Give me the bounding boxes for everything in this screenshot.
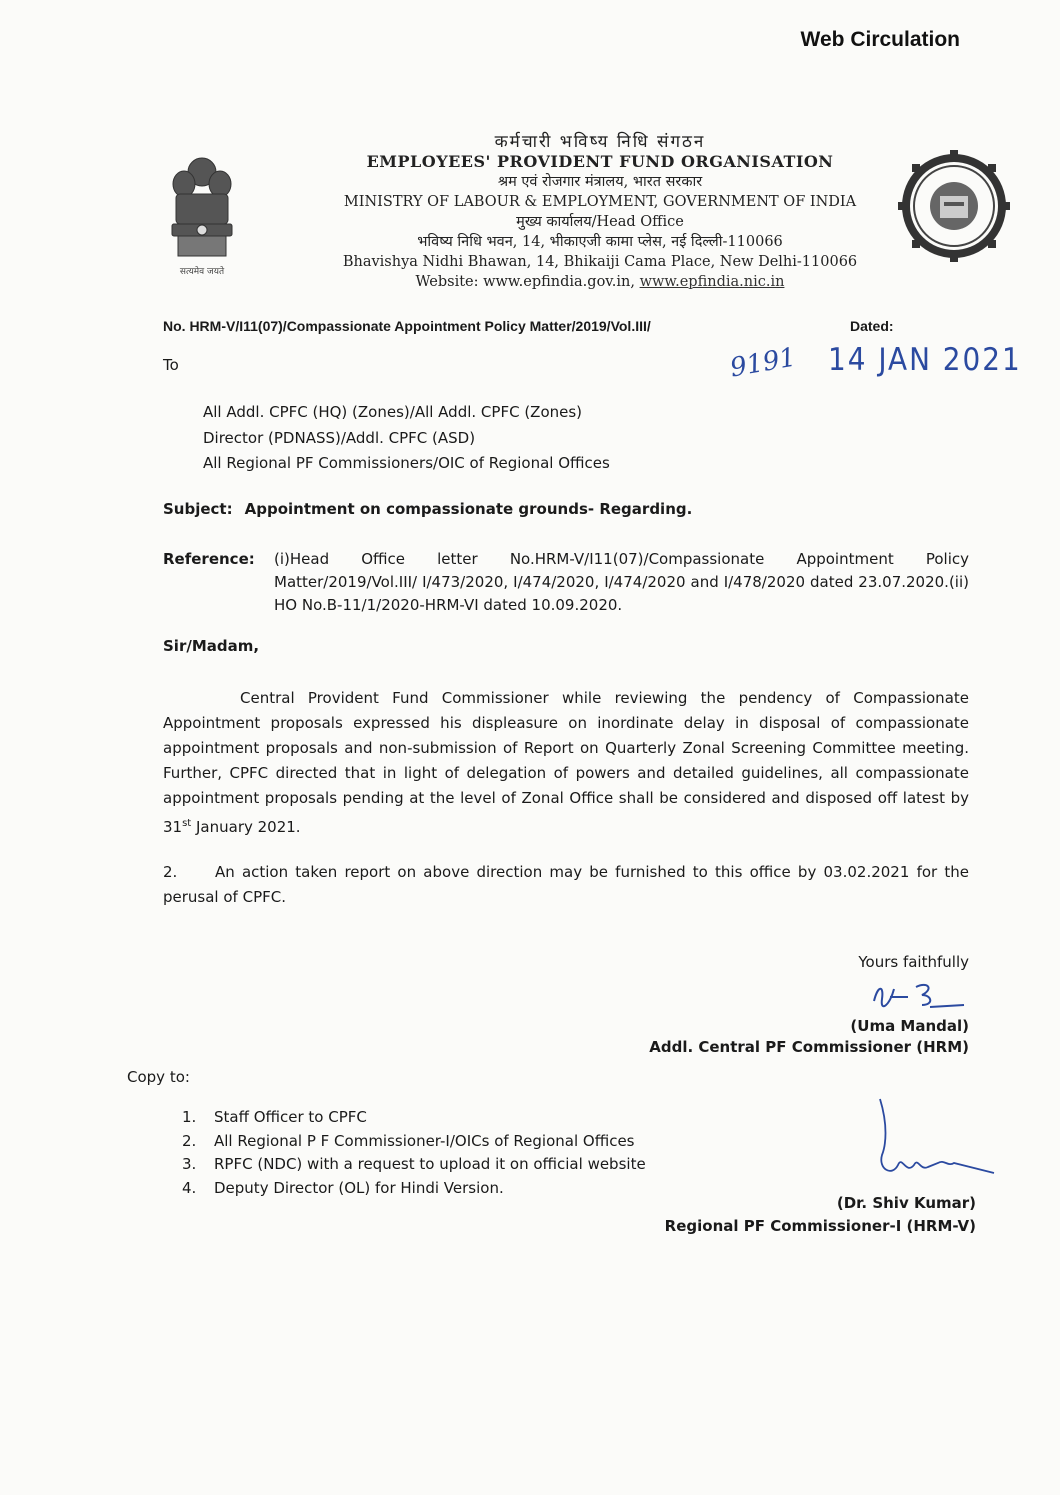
letter-number: No. HRM-V/I11(07)/Compassionate Appointment Policy Matter/2019/Vol.III/ xyxy=(163,318,651,334)
reference-block xyxy=(163,548,969,617)
subject-line xyxy=(163,500,692,518)
signature-1-icon xyxy=(868,975,968,1015)
reference-label: Reference: xyxy=(163,550,255,568)
closing: Yours faithfully xyxy=(858,953,969,971)
paragraph-2-text: An action taken report on above direction may be furnished to this office by 03.02.2021 for the perusal of CPFC. xyxy=(163,863,969,906)
paragraph-2 xyxy=(163,860,969,910)
list-number: 2. xyxy=(182,1131,197,1150)
addressee: All Addl. CPFC (HQ) (Zones)/All Addl. CPFC (Zones) xyxy=(203,403,583,421)
list-number: 1. xyxy=(182,1108,197,1126)
svg-text:सत्यमेव जयते: सत्यमेव जयते xyxy=(179,267,225,277)
subject-text: Appointment on compassionate grounds- Regarding. xyxy=(244,500,693,518)
ordinal-suffix: st xyxy=(182,818,192,829)
ministry-hindi: श्रम एवं रोजगार मंत्रालय, भारत सरकार xyxy=(497,174,703,190)
paragraph-1-end: January 2021. xyxy=(191,818,301,836)
address-english: Bhavishya Nidhi Bhawan, 14, Bhikaiji Cama Place, New Delhi-110066 xyxy=(342,254,858,270)
website-line xyxy=(300,272,900,292)
signatory-1-designation: Addl. Central PF Commissioner (HRM) xyxy=(649,1038,969,1056)
national-emblem-icon xyxy=(162,150,242,280)
list-item xyxy=(182,1177,646,1201)
list-item xyxy=(182,1153,646,1177)
copy-to-label: Copy to: xyxy=(127,1068,190,1086)
addressee: Director (PDNASS)/Addl. CPFC (ASD) xyxy=(203,428,476,447)
addressee: All Regional PF Commissioners/OIC of Regional Offices xyxy=(203,454,610,472)
paragraph-1-text: Central Provident Fund Commissioner while reviewing the pendency of Compassionate Appointment proposals expressed his displeasure on inordinate delay in disposal of compassionate appointment proposals and non-submission of Report on Quarterly Zonal Screening Committee meeting. Further, CPFC directed that in light of delegation of powers and detailed guidelines, all compassionate appointment proposals pending at the level of Zonal Office shall be considered and disposed off latest by 31 xyxy=(163,689,969,836)
to-label: To xyxy=(163,356,179,374)
dated-label: Dated: xyxy=(850,318,894,334)
list-text: RPFC (NDC) with a request to upload it on official website xyxy=(214,1155,646,1173)
website-label: Website: www.epfindia.gov.in, xyxy=(415,274,640,290)
addressee-list xyxy=(203,400,610,477)
ministry-english: MINISTRY OF LABOUR & EMPLOYMENT, GOVERNMENT OF INDIA xyxy=(343,194,857,210)
paragraph-1 xyxy=(163,686,969,840)
list-text: All Regional P F Commissioner-I/OICs of Regional Offices xyxy=(214,1131,635,1150)
epfo-logo-icon xyxy=(898,150,1010,262)
paragraph-2-number: 2. xyxy=(163,863,178,881)
signatory-2-name: (Dr. Shiv Kumar) xyxy=(836,1194,976,1212)
org-name-english: EMPLOYEES' PROVIDENT FUND ORGANISATION xyxy=(366,152,834,171)
signatory-1-name: (Uma Mandal) xyxy=(850,1017,969,1035)
list-text: Deputy Director (OL) for Hindi Version. xyxy=(214,1178,504,1197)
list-number: 4. xyxy=(182,1178,197,1197)
office-name: मुख्य कार्यालय/Head Office xyxy=(516,214,684,230)
website-link[interactable]: www.epfindia.nic.in xyxy=(639,274,785,290)
list-text: Staff Officer to CPFC xyxy=(214,1108,367,1126)
letterhead xyxy=(300,132,900,292)
date-stamp: 14 JAN 2021 xyxy=(828,342,1022,378)
list-number: 3. xyxy=(182,1155,197,1173)
handwritten-number: 9191 xyxy=(727,342,799,384)
list-item xyxy=(182,1106,646,1130)
web-circulation-label: Web Circulation xyxy=(800,28,960,51)
address-hindi: भविष्य निधि भवन, 14, भीकाएजी कामा प्लेस, नई दिल्ली-110066 xyxy=(417,234,783,250)
subject-label: Subject: xyxy=(163,500,233,518)
signatory-2-designation: Regional PF Commissioner-I (HRM-V) xyxy=(664,1217,976,1235)
salutation: Sir/Madam, xyxy=(163,637,260,655)
signature-2-icon xyxy=(858,1095,998,1195)
list-item xyxy=(182,1130,646,1154)
reference-text: (i)Head Office letter No.HRM-V/I11(07)/Compassionate Appointment Policy Matter/2019/Vol.III/ I/473/2020, I/474/2020, I/474/2020 and I/478/2020 dated 23.07.2020.(ii) HO No.B-11/1/2020-HRM-VI dated 10.09.2020. xyxy=(274,550,969,614)
org-name-hindi: कर्मचारी भविष्य निधि संगठन xyxy=(494,132,706,152)
copy-to-list xyxy=(182,1106,646,1200)
